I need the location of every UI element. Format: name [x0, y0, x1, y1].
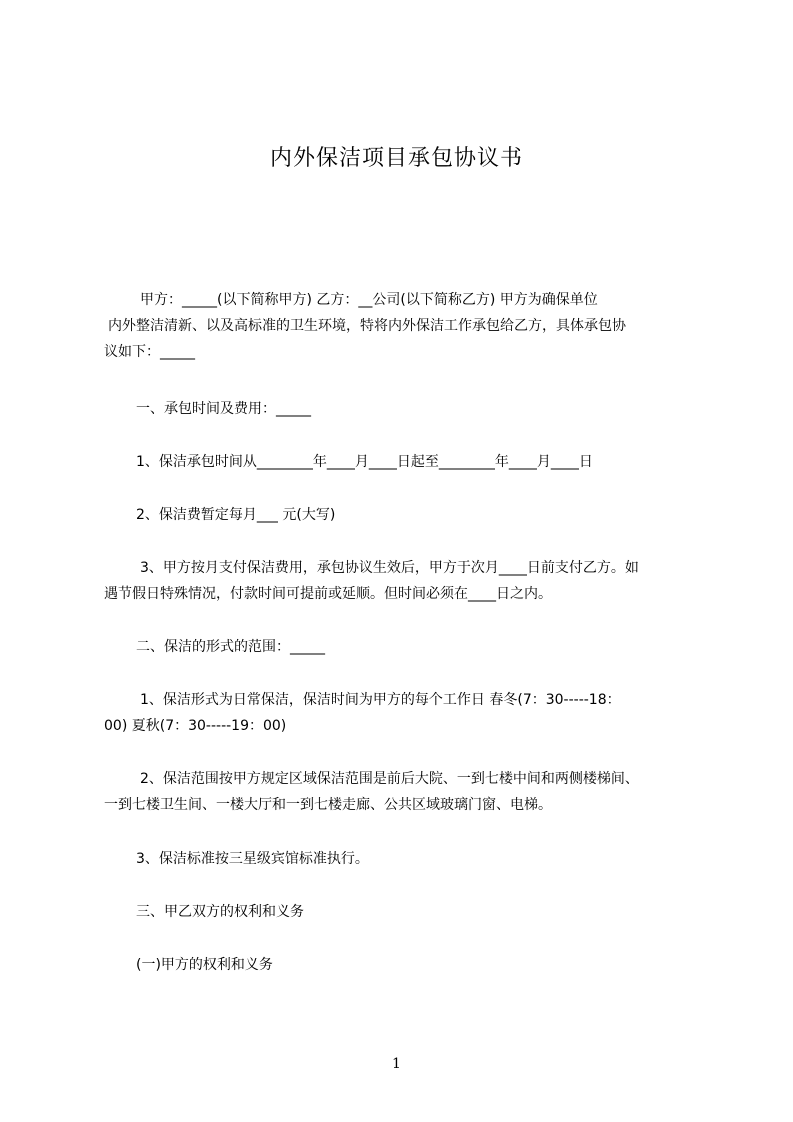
section1-heading: 一、承包时间及费用：_____ [136, 401, 311, 417]
section2-heading: 二、保洁的形式的范围：_____ [136, 639, 325, 655]
section2-item3: 3、保洁标准按三星级宾馆标准执行。 [136, 851, 369, 867]
section2-item1 [104, 687, 712, 739]
section2-item2-line-2: 一到七楼卫生间、一楼大厅和一到七楼走廊、公共区域玻璃门窗、电梯。 [104, 797, 552, 813]
intro-line-2: 内外整洁清新、以及高标准的卫生环境，特将内外保洁工作承包给乙方，具体承包协 [108, 318, 626, 334]
page-number: 1 [392, 1056, 401, 1072]
section3-heading: 三、甲乙双方的权利和义务 [136, 904, 304, 920]
section2-item2 [104, 766, 712, 818]
section1-item3 [104, 555, 712, 607]
section2-item1-line-2: 00) 夏秋(7：30-----19：00) [104, 718, 287, 734]
intro-line-3: 议如下：_____ [104, 344, 195, 360]
section2-item1-line-1: 1、保洁形式为日常保洁，保洁时间为甲方的每个工作日 春冬(7：30-----18： [140, 692, 621, 708]
section1-item1: 1、保洁承包时间从________年____月____日起至________年____月____日 [136, 454, 593, 470]
section2-item2-line-1: 2、保洁范围按甲方规定区域保洁范围是前后大院、一到七楼中间和两侧楼梯间、 [140, 771, 639, 787]
document-title: 内外保洁项目承包协议书 [269, 146, 523, 171]
section1-item3-line-2: 遇节假日特殊情况，付款时间可提前或延顺。但时间必须在____日之内。 [104, 586, 552, 602]
section3-subheading: (一)甲方的权利和义务 [136, 957, 273, 973]
section1-item3-line-1: 3、甲方按月支付保洁费用，承包协议生效后，甲方于次月____日前支付乙方。如 [140, 560, 639, 576]
section1-item2: 2、保洁费暂定每月___ 元(大写) [136, 507, 336, 523]
intro-line-1: 甲方：_____(以下简称甲方) 乙方：__公司(以下简称乙方) 甲方为确保单位 [140, 292, 598, 308]
intro-paragraph [104, 287, 712, 365]
